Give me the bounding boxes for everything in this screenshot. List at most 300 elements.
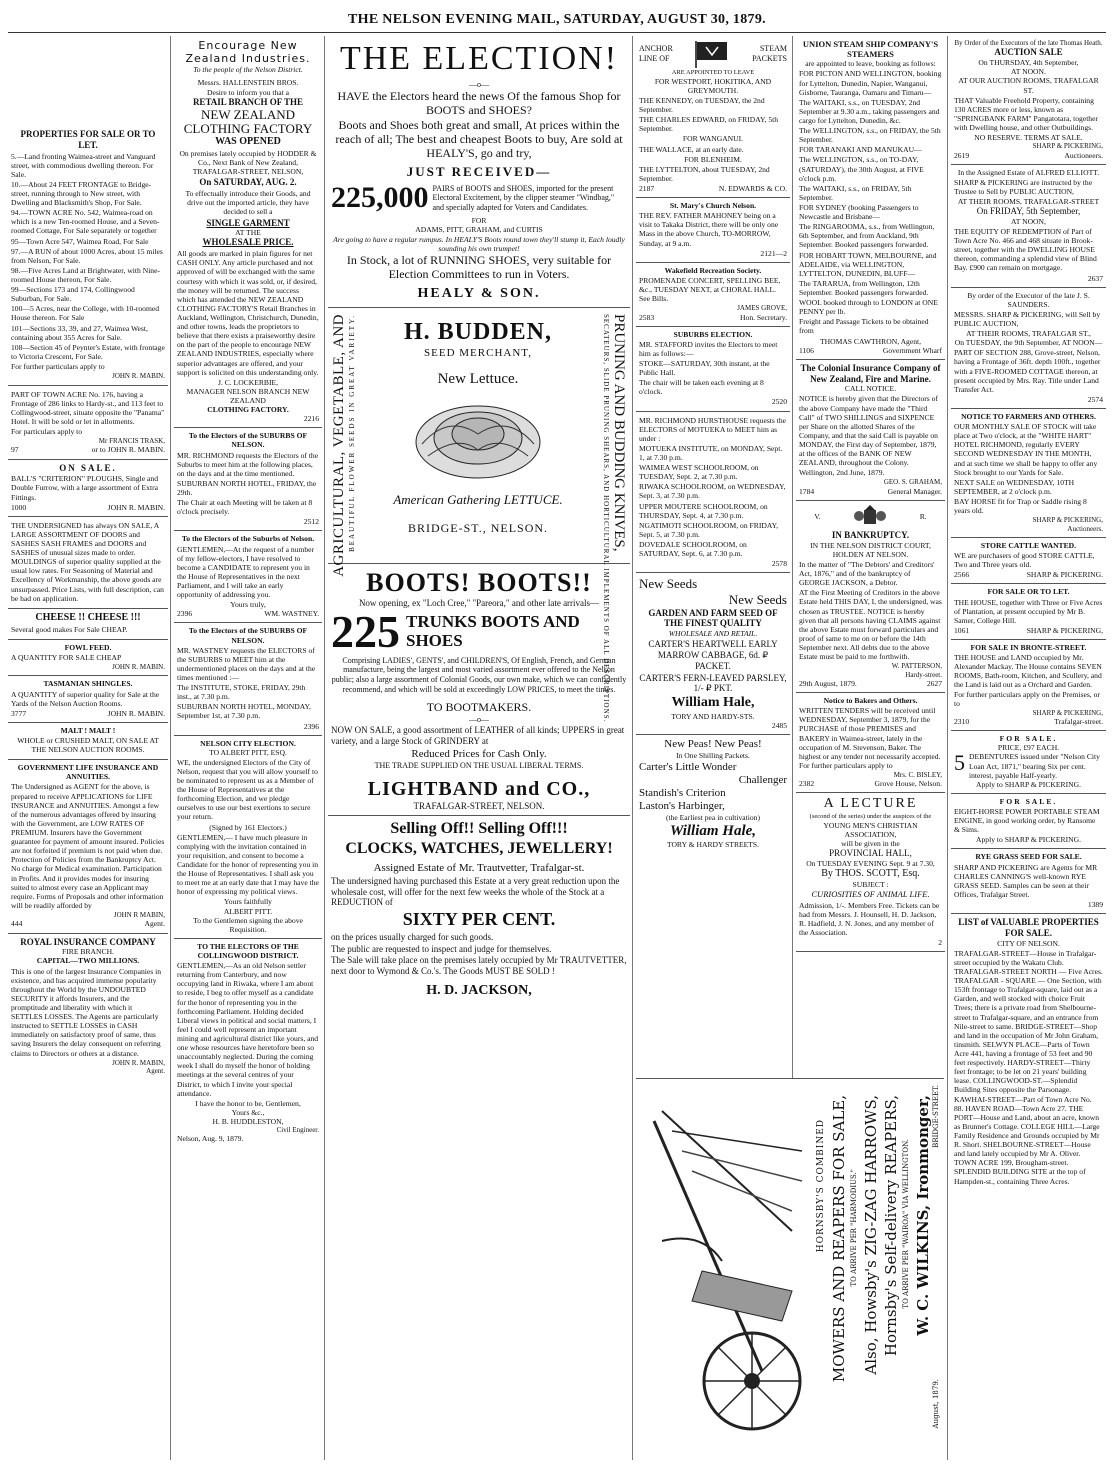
ad-number: 2396 [177, 609, 193, 619]
properties-list-body: TRAFALGAR-STREET—House in Trafalgar-street occupied by the Wakatu Club. TRAFALGAR-STREET NORTH — Five Acres. TRAFALGAR - SQUARE — One Section, with 153ft frontage to Trafalgar-square, laid out as a Garden, and well stocked with choice Fruit Trees; there is a private road from Shelbourne-street to Trafalgar-square, and an entrance from Nile-street to same. BRIDGE-STREET—Shop and land in the occupation of Mr John Graham, tinsmith. SELWYN PLACE—Parts of Town Acre 441, having a frontage of 53 feet and 90 feet respectively. HARDY-STREET—Thirty feet frontage; to be let on 21 years' building lease. COLLINGWOOD-ST.—Splendid Building Sites opposite the Parsonage. KAWHAI-STREET—Part of Town Acre No. 88. HAVEN ROAD—Town Acre 27. THE PORT—House and Land, about an acre, known as Brunner's Cottage. COLLEGE HILL—Large Family Residence and Grounds occupied by Mr R. Short. SHELBOURNE-STREET—House and land lately occupied by Mr A. Oliver. TOWN ACRE 199, Brougham-street. SPLENDID BUILDING SITE at the top of Hampden-st., containing Three Acres. [954, 948, 1103, 1186]
property-item: 5.—Land fronting Waimea-street and Vanguard street, with commodious dwelling thereon. For Sale. [11, 151, 156, 179]
ad-number: 3777 [11, 708, 27, 718]
town-acre-ad [8, 386, 168, 460]
richmond-suburbs-body: MR. RICHMOND requests the Electors of the Suburbs to meet him at the following places, on the days and at the time mentioned. [177, 450, 319, 478]
malt-ad [8, 723, 168, 760]
wastney-meetings-place: SUBURBAN NORTH HOTEL, MONDAY, September 1st, at 7.30 p.m. [177, 702, 311, 721]
lecture-admission: Admission, 1/-. Members Free. Tickets can be had from Messrs. J. Hounsell, H. D. Jackson, R. Hadfield, J. N. Jones, and any member of the Association. [799, 900, 940, 937]
town-acre-body: PART OF TOWN ACRE No. 176, having a Frontage of 286 links to Hardy-st., and 113 feet to Collingwood-street, situate opposite the "Panama" Hotel. It will be sold or let in allotments. [11, 389, 165, 426]
lecture-hall: PROVINCIAL HALL, [829, 848, 912, 859]
properties-list-city: CITY OF NELSON. [997, 938, 1060, 948]
nz-industries-retail: RETAIL BRANCH OF THE [192, 96, 304, 107]
st-marys-title: St. Mary's Church Nelson. [669, 201, 757, 211]
richmond-suburbs-chair: The Chair at each Meeting will be taken at 8 o'clock precisely. [177, 498, 313, 517]
union-route: FOR PICTON AND WELLINGTON, booking for Lyttelton, Dunedin, Napier, Wanganui, Gisborne, Tauranga, Oamaru and Timaru— [799, 69, 942, 97]
doors-sashes-ad [8, 517, 168, 609]
new-seeds-wholesale: WHOLESALE AND RETAIL. [668, 629, 758, 639]
store-cattle-title: STORE CATTLE WANTED. [980, 540, 1077, 550]
richmond-suburbs-title: To the Electors of the SUBURBS OF NELSON. [188, 431, 308, 450]
nz-industries-factory: NEW ZEALAND CLOTHING FACTORY [183, 106, 313, 136]
union-route: FOR HOBART TOWN, MELBOURNE, and ADELAIDE, via WELLINGTON, LYTTELTON, DUNEDIN, BLUFF— [799, 250, 937, 278]
collingwood-electors-signature: H. B. HUDDLESTON, [212, 1116, 284, 1126]
suburbs-election-chair: The chair will be taken each evening at 8 o'clock. [639, 378, 764, 397]
sixty-per-cent: SIXTY PER CENT. [402, 909, 556, 930]
budden-left-2: BEAUTIFUL FLOWER SEEDS IN GREAT VARIETY. [348, 313, 356, 552]
lightband-name: LIGHTBAND and CO., [367, 777, 591, 800]
nz-industries-body: All goods are marked in plain figures for net CASH ONLY. Any article purchased and not approved of will be exchanged with the same courtesy with which it was sold, or, if desired, the money will be returned. The success which has attended the NEW ZEALAND CLOTHING FACTORY'S Retail Branches in Auckland, Wellington, Christchurch, Dunedin, and other towns, leads the proprietors to believe that there exists a praiseworthy desire on the part of the people to encourage NEW ZEALAND INDUSTRIES, especially where superior advantages are offered, and your support is solicited on this understanding only. [177, 249, 319, 377]
nelson-city-election-to: TO ALBERT PITT, ESQ. [209, 747, 287, 757]
wastney-candidate-body: GENTLEMEN,—At the request of a number of my fellow-electors, I have resolved to become a CANDIDATE to represent you in the House of Representatives in the next Parliament, and I will take an early opportunity of addressing you. [177, 544, 315, 600]
union-steam-appointed: are appointed to leave, booking as follows: [805, 59, 936, 69]
column-divider [324, 36, 325, 1460]
union-steam-title: UNION STEAM SHIP COMPANY'S STEAMERS [802, 39, 939, 60]
hursthouse-place: RIWAKA SCHOOLROOM, on WEDNESDAY, Sept. 3, at 7.30 p.m. [639, 482, 786, 501]
royal-insurance-capital: CAPITAL—TWO MILLIONS. [36, 956, 140, 966]
heath-date: On THURSDAY, 4th September, [978, 58, 1079, 68]
government-insurance-ad [8, 760, 168, 933]
lettuce-illustration [408, 394, 548, 484]
ad-number: 444 [11, 919, 23, 929]
pairs-count: 225,000 [331, 180, 429, 214]
collingwood-electors-title: TO THE ELECTORS OF THE COLLINGWOOD DISTRICT. [197, 941, 299, 961]
sale-or-let-ad [951, 584, 1106, 640]
cheese-body: Several good makes For Sale CHEAP. [11, 624, 128, 634]
town-acre-signature-2: or to JOHN R. MABIN. [91, 445, 165, 455]
running-shoes: In Stock, a lot of RUNNING SHOES, very suitable for Election Committees to run in Voters. [346, 253, 612, 282]
union-sailing: The RINGAROOMA, s.s., from Wellington, 6th September, and from Auckland, 9th September. Booked passengers forwarded. [799, 222, 935, 250]
elliott-body: SHARP & PICKERING are instructed by the Trustee to Sell by PUBLIC AUCTION, [954, 177, 1093, 196]
fowl-feed-ad [8, 640, 168, 677]
new-seeds-title-2: New Seeds [728, 591, 787, 607]
ad-number: 2637 [1087, 273, 1103, 283]
property-item: 99—Sections 173 and 174, Collingwood Suburban, For Sale. [11, 285, 135, 304]
nz-industries-at: AT THE [235, 228, 261, 238]
ad-number: 2627 [926, 678, 942, 688]
budden-right-2: SECATEURS, SLIDE PRUNING SHEARS, AND HORTICULTURAL IMPLEMENTS OF ALL DESCRIPTIONS. [602, 313, 610, 723]
nz-industries-sig2: MANAGER NELSON BRANCH NEW ZEALAND [186, 386, 310, 405]
pea-note: (the Earliest pea in cultivation) [665, 813, 761, 823]
richmond-suburbs-ad [174, 428, 322, 531]
heath-reserve: NO RESERVE. TERMS AT SALE. [974, 133, 1083, 143]
nz-industries-to: To the people of the Nelson District. [193, 65, 303, 75]
malt-body: WHOLE or CRUSHED MALT, ON SALE AT THE NELSON AUCTION ROOMS. [17, 736, 159, 755]
union-sailing: The WAITAKI, s.s., on FRIDAY, 5th September. [799, 183, 912, 202]
cheese-ad [8, 609, 168, 640]
election-verse-2: Boots and Shoes both great and small, At prices within the reach of all; The best and cheapest Boots to buy, Are sold at HEALY'S, go and try, [335, 117, 623, 160]
boots-body: Comprising LADIES', GENTS', and CHILDREN'S, Of English, French, and German manufacture, being the largest and most varied assortment ever offered to the Nelson public; also a large assortment of Colonial Goods, our own make, which we can confidently recommend, and which will be sold at exceedingly LOW PRICES, to meet the times. [331, 655, 627, 694]
nz-industries-ad [174, 36, 322, 428]
union-sailing: The WELLINGTON, s.s., on TO-DAY, (SATURDAY), the 30th August, at FIVE o'clock p.m. [799, 155, 924, 183]
ad-number: 1784 [799, 486, 815, 496]
property-item: 95—Town Acre 547, Waimea Road, For Sale [11, 236, 149, 246]
ad-number: 1061 [954, 625, 970, 635]
property-item: 94.—TOWN ACRE No. 542, Waimea-road on which is a new Ten-roomed House, and a Seven-roomed Cottage, For Sale separately or together [11, 208, 160, 236]
column-3 [328, 36, 630, 1460]
anchor-sailing: THE CHARLES EDWARD, on FRIDAY, 5th September. [639, 115, 779, 134]
column-2 [174, 36, 322, 1460]
rye-grass-body: SHARP AND PICKERING are Agents for MR CHARLES CANNING'S well-known RYE GRASS SEED. Samples can be seen at their Offices, Trafalgar Street. [954, 862, 1098, 899]
lecture-subject-label: SUBJECT : [852, 880, 889, 890]
new-seeds-signature: William Hale, [671, 695, 755, 711]
nz-industries-premises: On premises lately occupied by HODDER & Co., Next Bank of New Zealand, TRAFALGAR-STREET, NELSON, [179, 149, 317, 177]
wakefield-ad [636, 263, 790, 327]
agent-label: Agent. [146, 1067, 165, 1075]
new-seeds-parsley: CARTER'S FERN-LEAVED PARSLEY, 1/- ₽ PKT. [639, 672, 787, 694]
government-insurance-title: GOVERNMENT LIFE INSURANCE AND ANNUITIES. [17, 763, 159, 782]
steam-engine-title: FOR SALE. [999, 796, 1058, 806]
saunders-ad [951, 288, 1106, 409]
ad-number: 1106 [799, 345, 814, 355]
bronte-street-street: Trafalgar-street. [1054, 717, 1103, 727]
budden-subtitle: SEED MERCHANT, [424, 346, 532, 359]
lecture-sub: (second of the series) under the auspices of the [809, 813, 932, 821]
bankruptcy-matter: In the matter of "The Debtors' and Creditors' Act, 1876," and of the bankruptcy of GEORGE JACKSON, a Debtor. [799, 559, 935, 588]
wakefield-role: Hon. Secretary. [740, 312, 787, 322]
wastney-meetings-ad [174, 623, 322, 735]
ad-number: 2382 [799, 779, 815, 789]
anchor-sailing: THE KENNEDY, on TUESDAY, the 2nd September. [639, 96, 765, 115]
heath-body: THAT Valuable Freehold Property, containing 130 ACRES more or less, known as "SPRINGBANK FARM" Pangatotara, together with Dwelling house, and other Outbuildings. [954, 95, 1099, 132]
nelson-city-election-body: WE, the undersigned Electors of the City of Nelson, request that you will allow yourself to be nominated to represent us as a Member of the House of Representatives at the forthcoming Election, and we pledge ourselves to use our best exertions to secure your return. [177, 757, 318, 822]
ad-number: 2396 [303, 721, 319, 731]
union-wool: WOOL booked through to LONDON at ONE PENNY per lb. [799, 298, 938, 317]
new-seeds-title-1: New Seeds [639, 576, 698, 592]
colonial-insurance-signature: GEO. S. GRAHAM, [883, 478, 942, 487]
new-peas-ad [636, 735, 790, 853]
agent-label: Agent. [144, 919, 165, 929]
new-peas-address: TORY & HARDY STREETS. [666, 840, 760, 850]
elliott-rooms: AT THEIR ROOMS, TRAFALGAR-STREET [957, 197, 1100, 206]
selling-off: Selling Off!! Selling Off!!! [390, 820, 568, 838]
bronte-street-body: THE HOUSE and LAND occupied by Mr. Alexander Mackay. The House contains SEVEN ROOMS, Bath-room, Kitchen, and Scullery, and the Land is laid out as a Orchard and Garden. For further particulars apply on the Premises, or to [954, 653, 1102, 708]
on-sale-body: BALL'S "CRITERION" PLOUGHS, Single and Double Furrow, with a large assortment of Extra Fittings. [11, 474, 158, 502]
elliott-equity: THE EQUITY OF REDEMPTION of Part of Town Acre No. 466 and 468 situate in Brook-street, together with the DWELLING HOUSE thereon, commanding a splendid view of Blind Bay. £900 can remain on mortgage. [954, 227, 1097, 273]
pea-variety: Laston's Harbinger, [639, 800, 725, 813]
collingwood-electors-ad [174, 939, 322, 1148]
anchor-right-1: STEAM [759, 44, 787, 54]
pea-variety: Challenger [738, 773, 787, 786]
ad-number: 2187 [639, 184, 655, 193]
nelson-city-election-signed: (Signed by 161 Electors.) [209, 822, 287, 832]
union-sailing: The TARARUA, from Wellington, 12th September. Booked passengers forwarded. [799, 278, 929, 297]
wakefield-title: Wakefield Recreation Society. [664, 265, 762, 275]
nelson-city-election-signature: ALBERT PITT. [223, 906, 273, 916]
debentures-apply: Apply to SHARP & PICKERING. [976, 779, 1081, 789]
bankruptcy-court: IN THE NELSON DISTRICT COURT, HOLDEN AT NELSON. [810, 540, 931, 559]
nz-industries-single: SINGLE GARMENT [206, 217, 290, 228]
properties-signature: JOHN R. MABIN. [112, 372, 165, 381]
town-acre-foot: For particulars apply to [11, 426, 83, 436]
trunks-count: 225 [331, 605, 400, 657]
debentures-title: FOR SALE. [999, 734, 1058, 744]
on-sale-ad [8, 460, 168, 517]
doors-sashes-body: THE UNDERSIGNED has always ON SALE, A LARGE ASSORTMENT OF DOORS and SASHES SASH FRAMES and DOORS and SASHES of unusual sizes made to order. MOULDINGS of superior quality supplied at the usual low rates. For Seasoning of Material and Excellency of Workmanship, the above goods are unsurpassed. Price Lists, with full description, can be had on application. [11, 520, 164, 603]
properties-foot: For further particulars apply to [11, 362, 105, 371]
bakers-notice-address: Grove House, Nelson. [874, 779, 942, 789]
new-seeds-address: TORY AND HARDY-STS. [671, 712, 755, 721]
malt-title: MALT ! MALT ! [60, 725, 116, 735]
st-marys-ad [636, 198, 790, 263]
heath-noon: AT NOON. [1011, 67, 1046, 77]
lightband-boots-ad: BOOTS! BOOTS!! Now opening, ex "Loch Cree," "Pareora," and other late arrivals— 225 TRUNKS BOOTS AND SHOES Comprising LADIES', GENTS', and CHILDREN'S, Of English, French, and German manufacture, being the largest and most varied assortment ever offered to the Nelson public; also a large assortment of Colonial Goods, our own make, which we can confidently recommend, and which will be sold at exceedingly LOW PRICES, to meet the times. TO BOOTMAKERS. —o— NOW ON SALE, a good assortment of LEATHER of all kinds; UPPERS in great variety, and a large Stock of GRINDERY at Reduced Prices for Cash Only. THE TRADE SUPPLIED ON THE USUAL LIBERAL TERMS. LIGHTBAND and CO., TRAFALGAR-STREET, NELSON. [328, 564, 630, 817]
wastney-meetings-place: The INSTITUTE, STOKE, FRIDAY, 29th inst., at 7.30 p.m. [177, 683, 306, 702]
nelson-city-election-yours: Yours faithfully [224, 897, 272, 907]
farmers-notice-next: NEXT SALE on WEDNESDAY, 10TH SEPTEMBER, at 2 o'clock p.m. [954, 477, 1075, 496]
anchor-appointed: ARE APPOINTED TO LEAVE [671, 69, 755, 76]
debentures-body: DEBENTURES issued under "Nelson City Loan Act, 1871," bearing Six per cent. interest, payable Half-yearly. [969, 752, 1100, 780]
nz-industries-title: Encourage New Zealand Industries. [185, 39, 311, 66]
clocks-watches: CLOCKS, WATCHES, JEWELLERY! [345, 839, 613, 857]
colonial-insurance-ad [796, 360, 945, 501]
new-seeds-cabbage: CARTER'S HEARTWELL EARLY MARROW CABBAGE, 6d. ₽ PACKET. [648, 639, 778, 671]
bakers-notice-title: Notice to Bakers and Others. [823, 696, 918, 706]
hursthouse-body: MR. RICHMOND HURSTHOUSE requests the ELECTORS of MOTUEKA to MEET him as under : [639, 415, 787, 443]
union-freight: Freight and Passage Tickets to be obtained from [799, 317, 929, 336]
union-route: FOR TARANAKI AND MANUKAU— [799, 145, 922, 155]
prices-note: on the prices usually charged for such goods. [331, 931, 494, 942]
nz-industries-effect: To effectually introduce their Goods, and drive out the imported article, they have decided to sell a [185, 189, 311, 217]
property-item: 98.—Five Acres Land at Brightwater, with Nine-roomed House thereon, For Sale. [11, 265, 161, 285]
hursthouse-ad [636, 412, 790, 574]
column-1 [8, 36, 168, 1460]
bakers-notice-signature: Mrs. C. BISLEY, [893, 770, 942, 779]
debentures-ad [951, 731, 1106, 794]
government-insurance-body: The Undersigned as AGENT for the above, is prepared to receive APPLICATIONS for LIFE INSURANCE and ANNUITIES. Amongst a few of the numerous advantages offered by insuring with the Government, are LOW RATES OF PREMIUM. Insurers have the Government guarantee for payment of amount insured. Policies are not forfeited if premium is not paid when due. Protection of Policies from the Bankruptcy Act. No charge for Medical examination. Participation in Profits. And it provides modes for insuring suited to almost every case an Applicant may require. Forms of Proposals and other information will be readily afforded by [11, 782, 165, 910]
for-label: FOR [471, 215, 487, 225]
new-seeds-ad [636, 573, 790, 735]
ad-number: 2310 [954, 717, 970, 727]
lecture-date: On TUESDAY EVENING Sept. 9 at 7.30, [806, 859, 935, 869]
ad-number: 2216 [303, 414, 319, 424]
budden-address: BRIDGE-ST., NELSON. [407, 521, 549, 536]
farmers-notice-body: OUR MONTHLY SALE OF STOCK will take place at Two o'clock, at the "WHITE HART" HOTEL RICHMOND, regularly EVERY SECOND WEDNESDAY IN THE MONTH, and at such time we shall be happy to offer any Stock brought to our Yards for Sale. [954, 422, 1098, 477]
mower-line-2: MOWERS AND REAPERS FOR SALE, [830, 1095, 848, 1383]
new-peas-title: New Peas! New Peas! [664, 738, 762, 751]
budden-left-1: AGRICULTURAL, VEGETABLE, AND [331, 313, 347, 577]
bankruptcy-title: IN BANKRUPTCY. [831, 529, 910, 540]
wakefield-signature: JAMES GROVE, [737, 304, 787, 313]
mower-line-3: TO ARRIVE PER "HARMODIUS." [850, 1169, 858, 1287]
anchor-left-2: LINE OF [639, 54, 670, 63]
candidates: ADAMS, PITT, GRAHAM, and CURTIS [415, 225, 543, 235]
suburbs-election-body: MR. STAFFORD invites the Electors to meet him as follows:— [639, 339, 778, 358]
heath-rooms: AT OUR AUCTION ROOMS, TRAFALGAR ST. [958, 76, 1099, 95]
election-title: THE ELECTION! [339, 40, 619, 77]
anchor-signature: N. EDWARDS & CO. [718, 184, 787, 193]
property-item: 101—Sections 33, 39, and 27, Waimea West, containing about 355 Acres for Sale. [11, 323, 148, 342]
government-insurance-signature: JOHN R MABIN, [113, 911, 165, 919]
anchor-right-2: PACKETS [752, 54, 787, 63]
mower-line-5: Hornsby's Self-delivery REAPERS, [882, 1095, 900, 1357]
elliott-date: On FRIDAY, 5th September, [976, 206, 1081, 217]
column-divider [947, 36, 948, 1460]
wastney-candidate-ad [174, 531, 322, 623]
union-sailing: The WELLINGTON, s.s., on FRIDAY, the 5th September. [799, 126, 941, 145]
sale-body: The Sale will take place on the premises lately occupied by Mr TRAUTVETTER, next door to Wymond & Co.'s. The Goods MUST BE SOLD ! [331, 955, 627, 977]
shingles-title: TASMANIAN SHINGLES. [43, 679, 133, 689]
elliott-noon: AT NOON, [1011, 216, 1046, 226]
bakers-notice-body: WRITTEN TENDERS will be received until WEDNESDAY, September 3, 1879, for the PURCHASE of those PREMISES and BAKERY in Waimea-street, lately in the occupation of M. Stevenson, Baker. The highest or any tender not necessarily accepted. For further particulars apply to [799, 706, 941, 770]
richmond-suburbs-place: SUBURBAN NORTH HOTEL, FRIDAY, the 29th. [177, 478, 317, 497]
mower-line-1: HORNSBY'S COMBINED [816, 1119, 826, 1253]
suburbs-election-title: SUBURBS ELECTION. [673, 329, 753, 339]
mower-line-9: August, 1879. [932, 1379, 940, 1429]
flag-icon [692, 39, 732, 69]
collingwood-electors-title-civil: Civil Engineer. [276, 1126, 319, 1135]
collingwood-electors-body: GENTLEMEN,—As an old Nelson settler returning from Canterbury, and now occupying land in Riwaka, where I am about to reside, I beg to offer myself as a candidate for the honor of representing you in the forthcoming Parliament. Holding decided Liberal views in political and social matters, I feel I could well represent an important mining and agricultural district like yours, and one whose resources have heretofore been so unaccountably neglected. During the coming week I shall do myself the honor of holding meetings at the several centres of your District, to which I invite your special attendance. [177, 961, 319, 1098]
saunders-date: On TUESDAY, the 9th September, AT NOON— [954, 338, 1103, 348]
mower-line-8: BRIDGE-STREET. [932, 1085, 940, 1148]
heath-title: AUCTION SALE [994, 47, 1063, 58]
rye-grass-ad [951, 849, 1106, 914]
farmers-notice-ad [951, 409, 1106, 538]
ad-number: 2512 [303, 517, 319, 527]
colonial-insurance-call: CALL NOTICE. [844, 384, 897, 394]
fowl-feed-title: FOWL FEED. [64, 642, 112, 652]
assigned-estate: Assigned Estate of Mr. Trautvetter, Trafalgar-st. [373, 861, 585, 874]
nz-industries-desire: Desire to inform you that a [206, 87, 290, 97]
steam-engine-body: EIGHT-HORSE POWER PORTABLE STEAM ENGINE, in good working order, by Ransome & Sims. [954, 806, 1100, 835]
union-route: FOR SYDNEY (booking Passengers to Newcastle and Brisbane— [799, 203, 919, 222]
royal-insurance-sub: FIRE BRANCH. [62, 947, 114, 957]
shingles-ad [8, 676, 168, 722]
pea-variety: Carter's Little Wonder [639, 760, 737, 773]
elliott-title: In the Assigned Estate of ALFRED ELLIOTT. [957, 167, 1100, 177]
fowl-feed-signature: JOHN R. MABIN. [112, 663, 165, 672]
anchor-line-ad [636, 36, 790, 198]
st-marys-body: THE REV. FATHER MAHONEY being on a visit to Takaka District, there will be only one Mass in the above Church, TO-MORROW, Sunday, at 9 a.m. [639, 211, 779, 248]
property-item: 108—Section 45 of Peynter's Estate, with frontage to Victoria Crescent, For Sale. [11, 342, 165, 361]
farmers-notice-title: NOTICE TO FARMERS AND OTHERS. [961, 411, 1096, 421]
bronte-street-ad [951, 640, 1106, 731]
pea-variety: Standish's Criterion [639, 786, 726, 799]
new-peas-sub: In One Shilling Packets. [676, 751, 750, 761]
wakefield-body: PROMENADE CONCERT, SPELLING BEE, &c., TUESDAY NEXT, at CHORAL HALL. See Bills. [639, 275, 781, 304]
column-6 [951, 36, 1106, 1460]
budden-lettuce-title: New Lettuce. [437, 370, 519, 387]
bakers-notice-ad [796, 693, 945, 793]
hursthouse-place: DOVEDALE SCHOOLROOM, on SATURDAY, Sept. 6, at 7.30 p.m. [639, 540, 747, 559]
royal-insurance-ad [8, 934, 168, 1080]
masthead-rule [8, 32, 1106, 33]
budden-right-1: PRUNING AND BUDDING KNIVES, [611, 313, 627, 552]
hursthouse-place: WAIMEA WEST SCHOOLROOM, on TUESDAY, Sept. 2, at 7.30 p.m. [639, 463, 759, 482]
heath-role: Auctioneers. [1064, 150, 1103, 160]
wastney-meetings-body: MR. WASTNEY requests the ELECTORS of the SUBURBS to MEET him at the undermentioned places on the days and at the times mentioned :— [177, 645, 316, 682]
on-sale-signature: JOHN R. MABIN. [107, 502, 165, 512]
ad-number: 2520 [771, 397, 787, 407]
bronte-street-signature: SHARP & PICKERING, [1032, 708, 1103, 717]
lecture-ymca: YOUNG MEN'S CHRISTIAN ASSOCIATION, [823, 821, 918, 840]
sale-or-let-body: THE HOUSE, together with Three or Five Acres of Plantation, at present occupied by Mr B. Samer, College Hill. [954, 597, 1103, 625]
colonial-insurance-title: The Colonial Insurance Company of New Zealand, Fire and Marine. [800, 362, 941, 384]
nelson-city-election-foot: To the Gentlemen signing the above Requisition. [193, 915, 303, 934]
lecture-title: A LECTURE [823, 796, 918, 812]
royal-cipher-r: R. [919, 512, 927, 522]
nz-industries-opened: WAS OPENED [215, 136, 281, 148]
anchor-sailing: THE WALLACE, at an early date. [639, 144, 744, 154]
nelson-city-election-title: NELSON CITY ELECTION. [200, 738, 296, 748]
colonial-insurance-role: General Manager. [887, 486, 942, 496]
election-verse-3: Are going to have a regular rumpus. In HEALY'S Boots round town they'll stump it, Each loudly sounding his own trumpet! [333, 235, 625, 254]
election-verse-1: HAVE the Electors heard the news Of the famous Shop for BOOTS and SHOES? [337, 89, 621, 118]
saunders-part: PART OF SECTION 288, Grove-street, Nelson, having a Frontage of 36ft. depth 100ft., together with a FIVE-ROOMED COTTAGE thereon, at present occupied by Mrs. Ray. Title under Land Transfer Act. [954, 348, 1101, 394]
collingwood-electors-honor: I have the honor to be, Gentlemen, [195, 1098, 301, 1108]
mowers-reapers-ad [636, 1078, 944, 1461]
ad-number: 97 [11, 445, 19, 455]
lecture-speaker: By THOS. SCOTT, Esq. [821, 868, 920, 880]
wastney-candidate-title: To the Electors of the Suburbs of Nelson. [181, 534, 315, 544]
properties-ad [8, 126, 168, 386]
ad-number: 2619 [954, 150, 970, 160]
ad-number: 1389 [1087, 899, 1103, 909]
reaper-illustration [642, 1091, 812, 1451]
ad-number: 2566 [954, 570, 970, 580]
trautvetter-sale-ad [328, 816, 630, 1004]
union-agent: THOMAS CAWTHRON, Agent, [819, 336, 922, 346]
colonial-insurance-body: NOTICE is hereby given that the Directors of the above Company have made the "Third Call" of TWO SHILLINGS and SIXPENCE per Share on the allotted Shares of the Company, and that the said Call is payable on MONDAY, the First day of September, 1879, at the offices of the BANK OF NEW ZEALAND, throughout the Colony. [799, 394, 938, 468]
ad-number: 2583 [639, 312, 655, 322]
saunders-body: MESSRS. SHARP & PICKERING, will Sell by PUBLIC AUCTION, [954, 309, 1101, 328]
boots-arrivals: Now opening, ex "Loch Cree," "Pareora," and other late arrivals— [358, 597, 600, 608]
sale-or-let-title: FOR SALE OR TO LET. [987, 587, 1070, 597]
royal-insurance-title: ROYAL INSURANCE COMPANY [20, 936, 156, 947]
heath-signature: SHARP & PICKERING, [1032, 142, 1103, 151]
anchor-westport: FOR WESTPORT, HOKITIKA, AND GREYMOUTH. [654, 76, 772, 95]
debentures-count: 5 [954, 750, 965, 776]
wastney-meetings-title: To the Electors of the SUBURBS OF NELSON. [188, 626, 308, 645]
anchor-blenheim: FOR BLENHEIM. [684, 154, 742, 164]
shingles-signature: JOHN R. MABIN. [107, 708, 165, 718]
anchor-wanganui: FOR WANGANUI. [682, 134, 744, 144]
properties-list-ad [951, 914, 1106, 1191]
town-acre-signature-1: Mr FRANCIS TRASK, [98, 437, 165, 446]
bankruptcy-body: AT the First Meeting of Creditors in the above Estate held THIS DAY, I, the undersigned, was chosen as TRUSTEE. NOTICE is hereby given that all persons having CLAIMS against the above Estate must forward particulars and proof of same to me on or before the 14th September next. All debts due to the above Estate must be paid to me forthwith. [799, 588, 942, 662]
budden-american-lettuce: American Gathering LETTUCE. [393, 491, 563, 507]
bay-horse: BAY HORSE fit for Trap or Saddle rising 8 years old. [954, 496, 1087, 516]
wastney-candidate-signature: WM. WASTNEY. [264, 609, 319, 619]
jackson-signature: H. D. JACKSON, [426, 983, 532, 999]
hursthouse-place: NGATIMOTI SCHOOLROOM, on FRIDAY, Sept. 5, at 7.30 p.m. [639, 520, 779, 539]
union-wharf: Government Wharf [882, 345, 942, 355]
ad-number: 2578 [771, 559, 787, 569]
bankruptcy-street: Hardy-street. [905, 670, 942, 679]
cheese-title: CHEESE !! CHEESE !!! [35, 611, 141, 623]
ad-number: 2574 [1087, 394, 1103, 404]
mower-line-6: TO ARRIVE PER "WAIROA" VIA WELLINGTON. [902, 1139, 910, 1309]
bankruptcy-signature: W. PATTERSON, [891, 662, 942, 671]
royal-crest-icon [851, 504, 889, 530]
properties-title: PROPERTIES FOR SALE OR TO LET. [20, 129, 156, 150]
ad-number: 2 [938, 938, 942, 947]
pairs-description: PAIRS of BOOTS and SHOES, imported for the present Electoral Excitement, by the clipper steamer "Windbag," and specially adapted for Voters and Candidates. [432, 183, 615, 212]
mower-line-4: Also, Howsby's ZIG-ZAG HARROWS, [862, 1095, 880, 1375]
farmers-notice-signature: SHARP & PICKERING, [1032, 516, 1103, 525]
masthead: THE NELSON EVENING MAIL, SATURDAY, AUGUST 30, 1879. [348, 12, 766, 27]
bronte-street-title: FOR SALE IN BRONTE-STREET. [970, 642, 1087, 652]
nz-industries-sig3: CLOTHING FACTORY. [207, 405, 289, 415]
hursthouse-place: MOTUEKA INSTITUTE, on MONDAY, Sept. 1, at 7.30 p.m. [639, 443, 783, 463]
property-item: 97.—A RUN of about 1000 Acres, about 15 miles from Nelson, For Sale. [11, 246, 163, 265]
union-steam-ad [796, 36, 945, 360]
royal-insurance-signature: JOHN R. MABIN, [112, 1058, 165, 1067]
farmers-notice-role: Auctioneers. [1067, 524, 1103, 533]
steam-engine-apply: Apply to SHARP & PICKERING. [976, 835, 1081, 845]
suburbs-election-stoke: STOKE—SATURDAY, 30th instant, at the Public Hall. [639, 359, 770, 378]
bootmakers-trade: THE TRADE SUPPLIED ON THE USUAL LIBERAL TERMS. [374, 760, 584, 770]
royal-insurance-body: This is one of the largest Insurance Companies in existence, and has acquired immense popularity throughout the World by the UNDOUBTED SECURITY it affords Insurers, and the promptitude and liberality with which it SETTLES LOSSES. The Agents are particularly instructed to SETTLE LOSSES in CASH immediately on satisfactory proof of same, thus saving Insurers the delay consequent on referring claims to Directors or others at a distance. [11, 966, 162, 1058]
on-sale-title: ON SALE. [59, 462, 117, 473]
